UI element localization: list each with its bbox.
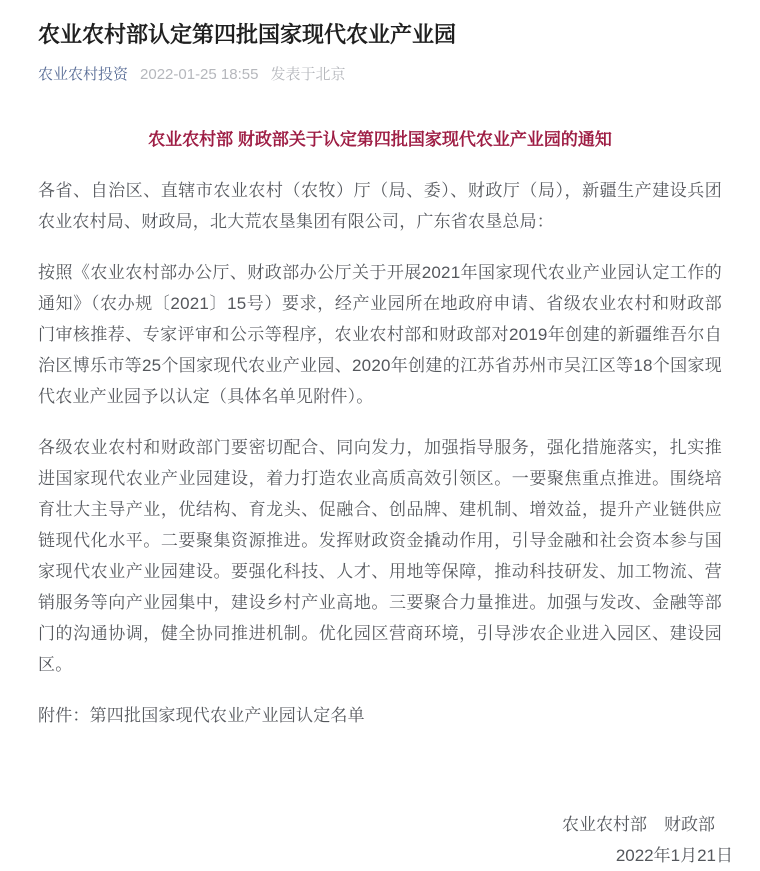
article-title: 农业农村部认定第四批国家现代农业产业园 [38, 22, 457, 47]
attachment-line: 附件：第四批国家现代农业产业园认定名单 [38, 706, 365, 725]
notice-body [38, 127, 733, 871]
signature-issuer: 农业农村部 财政部 [562, 815, 715, 834]
account-name-link[interactable]: 农业农村投资 [38, 66, 129, 83]
notice-paragraph-requirements: 各级农业农村和财政部门要密切配合、同向发力，加强指导服务，强化措施落实，扎实推进国家现代农业产业园建设，着力打造农业高质高效引领区。一要聚焦重点推进。围绕培育壮大主导产业，优结构、育龙头、促融合、创品牌、建机制、增效益，提升产业链供应链现代化水平。二要聚集资源推进。发挥财政资金撬动作用，引导金融和社会资本参与国家现代农业产业园建设。要强化科技、人才、用地等保障，推动科技研发、加工物流、营销服务等向产业园集中，建设乡村产业高地。三要聚合力量推进。加强与发改、金融等部门的沟通协调，健全协同推进机制。优化园区营商环境，引导涉农企业进入园区、建设园区。 [38, 438, 722, 674]
signature-block [38, 809, 733, 871]
notice-paragraph-addressees: 各省、自治区、直辖市农业农村（农牧）厅（局、委）、财政厅（局），新疆生产建设兵团农业农村局、财政局，北大荒农垦集团有限公司，广东省农垦总局： [38, 181, 722, 231]
signature-date: 2022年1月21日 [615, 846, 733, 865]
publish-datetime: 2022-01-25 18:55 [140, 66, 259, 83]
notice-heading: 农业农村部 财政部关于认定第四批国家现代农业产业园的通知 [148, 130, 612, 149]
publish-location: 发表于北京 [270, 66, 346, 83]
article-meta [38, 65, 722, 85]
notice-paragraph-recognition: 按照《农业农村部办公厅、财政部办公厅关于开展2021年国家现代农业产业园认定工作的通知》（农办规〔2021〕15号）要求，经产业园所在地政府申请、省级农业农村和财政部门审核推荐、专家评审和公示等程序，农业农村部和财政部对2019年创建的新疆维吾尔自治区博乐市等25个国家现代农业产业园、2020年创建的江苏省苏州市吴江区等18个国家现代农业产业园予以认定（具体名单见附件）。 [38, 263, 722, 406]
